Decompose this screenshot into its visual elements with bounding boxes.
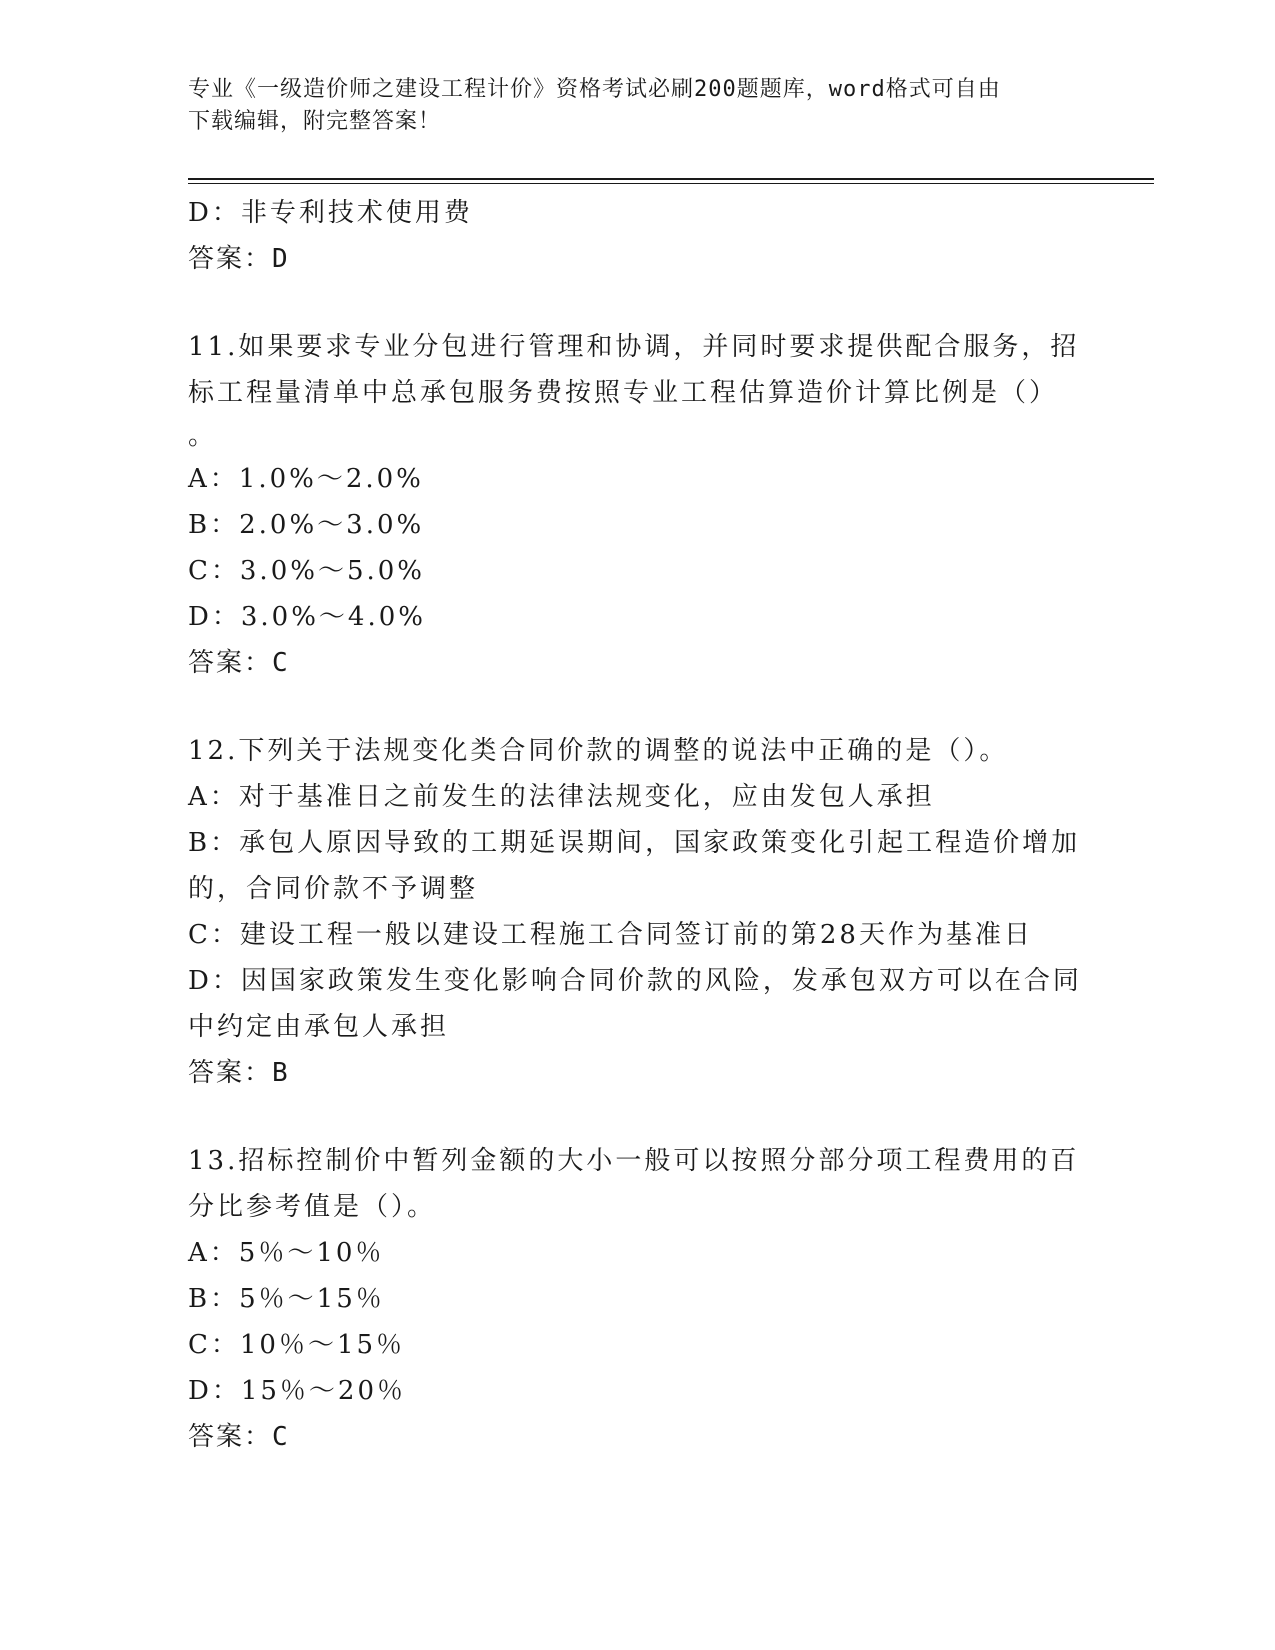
question-stem-line: 11.如果要求专业分包进行管理和协调，并同时要求提供配合服务，招	[188, 332, 1080, 362]
option-a: A：1.0%～2.0%	[188, 464, 424, 494]
answer-line: 答案：B	[188, 1058, 290, 1088]
option-b: B：5％～15％	[188, 1284, 385, 1314]
option-a: A：5％～10％	[188, 1238, 385, 1268]
question-11	[188, 324, 1088, 686]
question-stem-line: 12.下列关于法规变化类合同价款的调整的说法中正确的是（）。	[188, 736, 1009, 766]
option-d: D：3.0%～4.0%	[188, 602, 426, 632]
option-c: C：建设工程一般以建设工程施工合同签订前的第28天作为基准日	[188, 920, 1033, 950]
option-d-continued: 中约定由承包人承担	[188, 1012, 450, 1042]
option-b-continued: 的，合同价款不予调整	[188, 874, 479, 904]
option-b: B：承包人原因导致的工期延误期间，国家政策变化引起工程造价增加	[188, 828, 1081, 858]
header-line-1: 专业《一级造价师之建设工程计价》资格考试必刷200题题库，word格式可自由	[188, 77, 1001, 102]
option-c: C：10％～15％	[188, 1330, 406, 1360]
question-stem-line: 标工程量清单中总承包服务费按照专业工程估算造价计算比例是（）	[188, 378, 1059, 408]
question-12	[188, 728, 1088, 1096]
option-a: A：对于基准日之前发生的法律法规变化，应由发包人承担	[188, 782, 935, 812]
answer-line: 答案：C	[188, 1422, 290, 1452]
question-stem-line: 13.招标控制价中暂列金额的大小一般可以按照分部分项工程费用的百	[188, 1146, 1080, 1176]
prev-question-tail	[188, 190, 1088, 282]
header-divider-thick	[188, 178, 1154, 180]
option-d: D：因国家政策发生变化影响合同价款的风险，发承包双方可以在合同	[188, 966, 1082, 996]
header-divider-thin	[188, 183, 1154, 184]
option-c: C：3.0%～5.0%	[188, 556, 426, 586]
answer-line: 答案：C	[188, 648, 290, 678]
header-line-2: 下载编辑，附完整答案！	[188, 109, 442, 134]
answer-line: 答案：D	[188, 244, 290, 274]
question-13	[188, 1138, 1088, 1460]
question-stem-line: 。	[188, 421, 218, 451]
document-header	[188, 74, 1088, 138]
question-stem-line: 分比参考值是（）。	[188, 1192, 437, 1222]
document-body	[188, 190, 1088, 1460]
option-b: B：2.0%～3.0%	[188, 510, 425, 540]
option-d: D：15％～20％	[188, 1376, 407, 1406]
option-d: D：非专利技术使用费	[188, 198, 473, 228]
